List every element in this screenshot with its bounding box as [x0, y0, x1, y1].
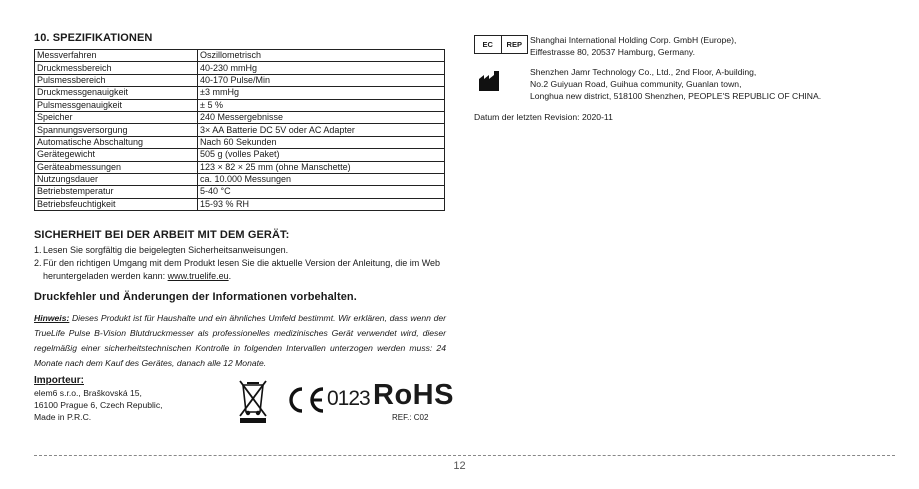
page-number: 12	[453, 460, 466, 472]
importer-line: 16100 Prague 6, Czech Republic,	[34, 400, 163, 410]
certification-marks	[238, 379, 454, 424]
manufacturer-row	[474, 66, 894, 102]
list-text: Lesen Sie sorgfältig die beigelegten Sicherheitsanweisungen.	[43, 245, 289, 256]
hint-label: Hinweis:	[34, 313, 70, 324]
spec-value: Oszillometrisch	[198, 50, 445, 62]
table-row	[35, 186, 445, 198]
spec-key: Druckmessgenauigkeit	[35, 87, 198, 99]
rohs-mark: RoHS	[373, 379, 454, 411]
ref-code: REF.: C02	[392, 413, 429, 422]
table-row	[35, 99, 445, 111]
page-divider	[34, 455, 895, 456]
list-text-end: .	[228, 271, 232, 282]
safety-list	[34, 244, 446, 283]
ec-rep-symbol	[474, 34, 530, 58]
importer-line: Made in P.R.C.	[34, 412, 92, 422]
address-line: Longhua new district, 518100 Shenzhen, PEOPLE'S REPUBLIC OF CHINA.	[530, 91, 822, 101]
ec-rep-icon	[474, 35, 528, 54]
table-row	[35, 87, 445, 99]
spec-key: Nutzungsdauer	[35, 173, 198, 185]
list-number: 2.	[34, 258, 42, 269]
list-item	[34, 244, 446, 257]
manufacturer-address	[530, 66, 821, 102]
spec-value: 5-40 °C	[198, 186, 445, 198]
safety-section	[34, 229, 446, 283]
spec-value: 15-93 % RH	[198, 198, 445, 210]
hint-text: Dieses Produkt ist für Haushalte und ein ähnliches Umfeld bestimmt. Wir erklären, dass wenn der TrueLife Pulse B-Vision Blutdruckmesser als professionelles medizinisches Gerät verwendet wird, dieser regelmäßig einer sicherheitstechnischen Kontrolle in folgenden Intervallen unterzogen werden muss: 24 Monate nach dem Kauf des Gerätes, danach alle 12 Monate.	[34, 313, 446, 369]
table-row	[35, 62, 445, 74]
left-column	[34, 32, 454, 422]
table-row	[35, 173, 445, 185]
list-text	[43, 257, 446, 283]
spec-key: Betriebstemperatur	[35, 186, 198, 198]
spec-value: ± 5 %	[198, 99, 445, 111]
safety-heading: SICHERHEIT BEI DER ARBEIT MIT DEM GERÄT:	[34, 229, 290, 242]
list-text-body: Für den richtigen Umgang mit dem Produkt lesen Sie die aktuelle Version der Anleitung, die im Web heruntergeladen werden kann:	[43, 258, 441, 282]
table-row	[35, 198, 445, 210]
ce-mark-icon	[283, 385, 327, 415]
spec-key: Pulsmessgenauigkeit	[35, 99, 198, 111]
list-number: 1.	[34, 245, 42, 256]
right-column	[474, 34, 894, 122]
table-row	[35, 50, 445, 62]
ce-notified-body-number: 0123	[327, 387, 370, 410]
spec-heading: 10. SPEZIFIKATIONEN	[34, 32, 153, 44]
spec-value: 505 g (volles Paket)	[198, 149, 445, 161]
table-row	[35, 111, 445, 123]
spec-key: Spannungsversorgung	[35, 124, 198, 136]
spec-value: 40-170 Pulse/Min	[198, 74, 445, 86]
table-row	[35, 161, 445, 173]
address-line: Shanghai International Holding Corp. GmbH (Europe),	[530, 35, 737, 45]
revision-date: Datum der letzten Revision: 2020-11	[474, 112, 613, 122]
spec-value: ca. 10.000 Messungen	[198, 173, 445, 185]
manual-link[interactable]: www.truelife.eu	[167, 271, 229, 282]
spec-key: Pulsmessbereich	[35, 74, 198, 86]
importer-line: elem6 s.r.o., Braškovská 15,	[34, 388, 142, 398]
table-row	[35, 149, 445, 161]
table-row	[35, 124, 445, 136]
spec-key: Gerätegewicht	[35, 149, 198, 161]
address-line: Eiffestrasse 80, 20537 Hamburg, Germany.	[530, 47, 695, 57]
list-item	[34, 257, 446, 283]
hint-paragraph	[34, 311, 446, 371]
spec-value: ±3 mmHg	[198, 87, 445, 99]
table-row	[35, 74, 445, 86]
spec-key: Speicher	[35, 111, 198, 123]
spec-key: Messverfahren	[35, 50, 198, 62]
spec-value: 40-230 mmHg	[198, 62, 445, 74]
importer-title: Importeur:	[34, 375, 84, 386]
address-line: No.2 Guiyuan Road, Guihua community, Guanlan town,	[530, 79, 742, 89]
rep-label: REP	[506, 39, 522, 49]
spec-value: 3× AA Batterie DC 5V oder AC Adapter	[198, 124, 445, 136]
spec-value: 240 Messergebnisse	[198, 111, 445, 123]
address-line: Shenzhen Jamr Technology Co., Ltd., 2nd Floor, A-building,	[530, 67, 757, 77]
weee-bin-icon	[238, 379, 268, 423]
printing-errors-heading: Druckfehler und Änderungen der Informationen vorbehalten.	[34, 291, 357, 304]
ec-label: EC	[475, 36, 502, 53]
ec-rep-address	[530, 34, 736, 58]
spec-value: Nach 60 Sekunden	[198, 136, 445, 148]
spec-key: Betriebsfeuchtigkeit	[35, 198, 198, 210]
ec-rep-row	[474, 34, 894, 58]
spec-key: Druckmessbereich	[35, 62, 198, 74]
spec-table	[34, 49, 445, 211]
table-row	[35, 136, 445, 148]
spec-value: 123 × 82 × 25 mm (ohne Manschette)	[198, 161, 445, 173]
spec-key: Automatische Abschaltung	[35, 136, 198, 148]
importer-block	[34, 374, 163, 423]
spec-key: Geräteabmessungen	[35, 161, 198, 173]
manufacturer-symbol	[474, 66, 530, 102]
factory-icon	[478, 70, 502, 92]
